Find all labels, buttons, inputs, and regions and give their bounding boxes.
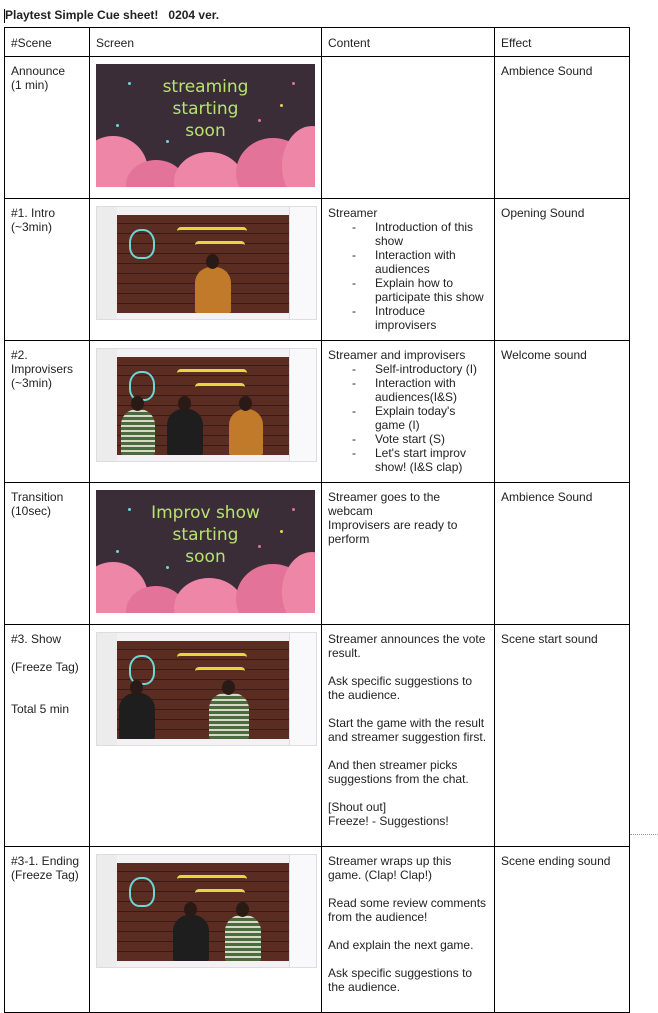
stream-video xyxy=(117,357,289,455)
neon-text-sign xyxy=(177,653,247,666)
stream-screenshot xyxy=(96,854,317,968)
effect-cell: Ambience Sound xyxy=(495,483,630,625)
cue-row-improvisers xyxy=(5,341,630,483)
stream-video xyxy=(117,863,289,961)
content-cell xyxy=(322,625,495,847)
stream-screenshot xyxy=(96,206,317,320)
content-list-item: - Explain how to participate this show xyxy=(375,276,488,304)
stream-screenshot xyxy=(96,632,317,746)
effect-cell: Opening Sound xyxy=(495,199,630,341)
scene-cell: Announce (1 min) xyxy=(5,57,90,199)
neon-text-sign xyxy=(195,889,245,902)
stream-banner-image xyxy=(96,64,315,187)
neon-text-sign xyxy=(177,875,247,888)
header-screen: Screen xyxy=(90,28,322,57)
performer-figure xyxy=(209,693,249,739)
content-cell xyxy=(322,341,495,483)
screen-cell xyxy=(90,57,322,199)
content-list-item: - Interaction with audiences xyxy=(375,248,488,276)
content-intro: Streamer goes to the webcam Improvisers are ready to perform xyxy=(328,490,458,546)
content-list xyxy=(328,362,488,474)
scene-cell: Transition (10sec) xyxy=(5,483,90,625)
document-title: Playtest Simple Cue sheet! 0204 ver. xyxy=(5,8,220,22)
cue-row-transition xyxy=(5,483,630,625)
effect-cell: Scene ending sound xyxy=(495,847,630,1013)
scene-cell: #2. Improvisers (~3min) xyxy=(5,341,90,483)
stream-sidebar xyxy=(97,207,117,319)
content-cell xyxy=(322,483,495,625)
table-header-row xyxy=(5,28,630,57)
performer-head xyxy=(178,396,191,411)
content-paragraph: Ask specific suggestions to the audience. xyxy=(328,674,473,702)
cue-row-show xyxy=(5,625,630,847)
performer-head xyxy=(131,396,144,411)
neon-mask-sign xyxy=(129,229,155,259)
page-break-marker xyxy=(630,834,658,835)
content-cell xyxy=(322,847,495,1013)
content-paragraph: [Shout out] Freeze! - Suggestions! xyxy=(328,800,449,828)
banner-line: streaming xyxy=(162,77,249,97)
performer-head xyxy=(184,902,197,917)
screen-cell xyxy=(90,847,322,1013)
content-list-item: - Explain today's game (I) xyxy=(375,404,488,432)
stream-video xyxy=(117,641,289,739)
screen-cell xyxy=(90,625,322,847)
content-paragraph: Read some review comments from the audience! xyxy=(328,896,487,924)
stream-screenshot xyxy=(96,348,317,462)
screen-cell xyxy=(90,483,322,625)
content-paragraph: Streamer wraps up this game. (Clap! Clap!) xyxy=(328,854,452,882)
cue-row-ending xyxy=(5,847,630,1013)
performer-figure xyxy=(173,915,209,961)
effect-cell: Ambience Sound xyxy=(495,57,630,199)
neon-text-sign xyxy=(177,369,247,382)
neon-text-sign xyxy=(177,227,247,240)
content-list xyxy=(328,220,488,332)
banner-line: starting xyxy=(172,99,239,119)
stream-chat-panel xyxy=(289,855,316,967)
header-content: Content xyxy=(322,28,495,57)
stream-chat-panel xyxy=(289,207,316,319)
performer-head xyxy=(239,396,252,411)
content-cell xyxy=(322,57,495,199)
performer-figure xyxy=(225,915,261,961)
scene-cell: #1. Intro (~3min) xyxy=(5,199,90,341)
banner-line: Improv show xyxy=(151,503,260,523)
stream-chat-panel xyxy=(289,633,316,745)
banner-line: soon xyxy=(185,547,226,567)
content-list-item: - Introduction of this show xyxy=(375,220,488,248)
content-list-item: - Introduce improvisers xyxy=(375,304,488,332)
neon-mask-sign xyxy=(129,877,155,907)
performer-figure xyxy=(119,693,155,739)
cue-sheet-table xyxy=(4,27,630,1013)
scene-cell: #3-1. Ending (Freeze Tag) xyxy=(5,847,90,1013)
performer-figure xyxy=(167,409,203,455)
stream-sidebar xyxy=(97,633,117,745)
effect-cell: Scene start sound xyxy=(495,625,630,847)
stream-banner-image xyxy=(96,490,315,613)
content-paragraph: Ask specific suggestions to the audience. xyxy=(328,966,473,994)
performer-head xyxy=(222,680,235,695)
performer-figure xyxy=(229,409,263,455)
content-list-item: - Interaction with audiences(I&S) xyxy=(375,376,488,404)
content-list-item: - Self-introductory (I) xyxy=(375,362,488,376)
stream-video xyxy=(117,215,289,313)
content-paragraph: Start the game with the result and streamer suggestion first. xyxy=(328,716,487,744)
content-intro: Streamer and improvisers xyxy=(328,348,466,362)
banner-line: starting xyxy=(172,525,239,545)
content-list-item: - Let's start improv show! (I&S clap) xyxy=(375,446,488,474)
stream-sidebar xyxy=(97,349,117,461)
performer-figure xyxy=(195,267,231,313)
neon-text-sign xyxy=(195,241,245,254)
performer-head xyxy=(130,680,143,695)
stream-chat-panel xyxy=(289,349,316,461)
content-intro: Streamer xyxy=(328,206,378,220)
banner-line: soon xyxy=(185,121,226,141)
performer-head xyxy=(236,902,249,917)
content-paragraph: Streamer announces the vote result. xyxy=(328,632,486,660)
scene-cell: #3. Show (Freeze Tag) Total 5 min xyxy=(5,625,90,847)
content-paragraph: And then streamer picks suggestions from the chat. xyxy=(328,758,469,786)
screen-cell xyxy=(90,341,322,483)
content-list-item: - Vote start (S) xyxy=(375,432,488,446)
screen-cell xyxy=(90,199,322,341)
header-effect: Effect xyxy=(495,28,630,57)
neon-text-sign xyxy=(195,383,245,396)
content-cell xyxy=(322,199,495,341)
header-scene: #Scene xyxy=(5,28,90,57)
performer-figure xyxy=(121,409,155,455)
stream-sidebar xyxy=(97,855,117,967)
performer-head xyxy=(206,254,219,269)
neon-text-sign xyxy=(195,667,245,680)
content-paragraph: And explain the next game. xyxy=(328,938,474,952)
cue-row-announce xyxy=(5,57,630,199)
cue-row-intro xyxy=(5,199,630,341)
effect-cell: Welcome sound xyxy=(495,341,630,483)
